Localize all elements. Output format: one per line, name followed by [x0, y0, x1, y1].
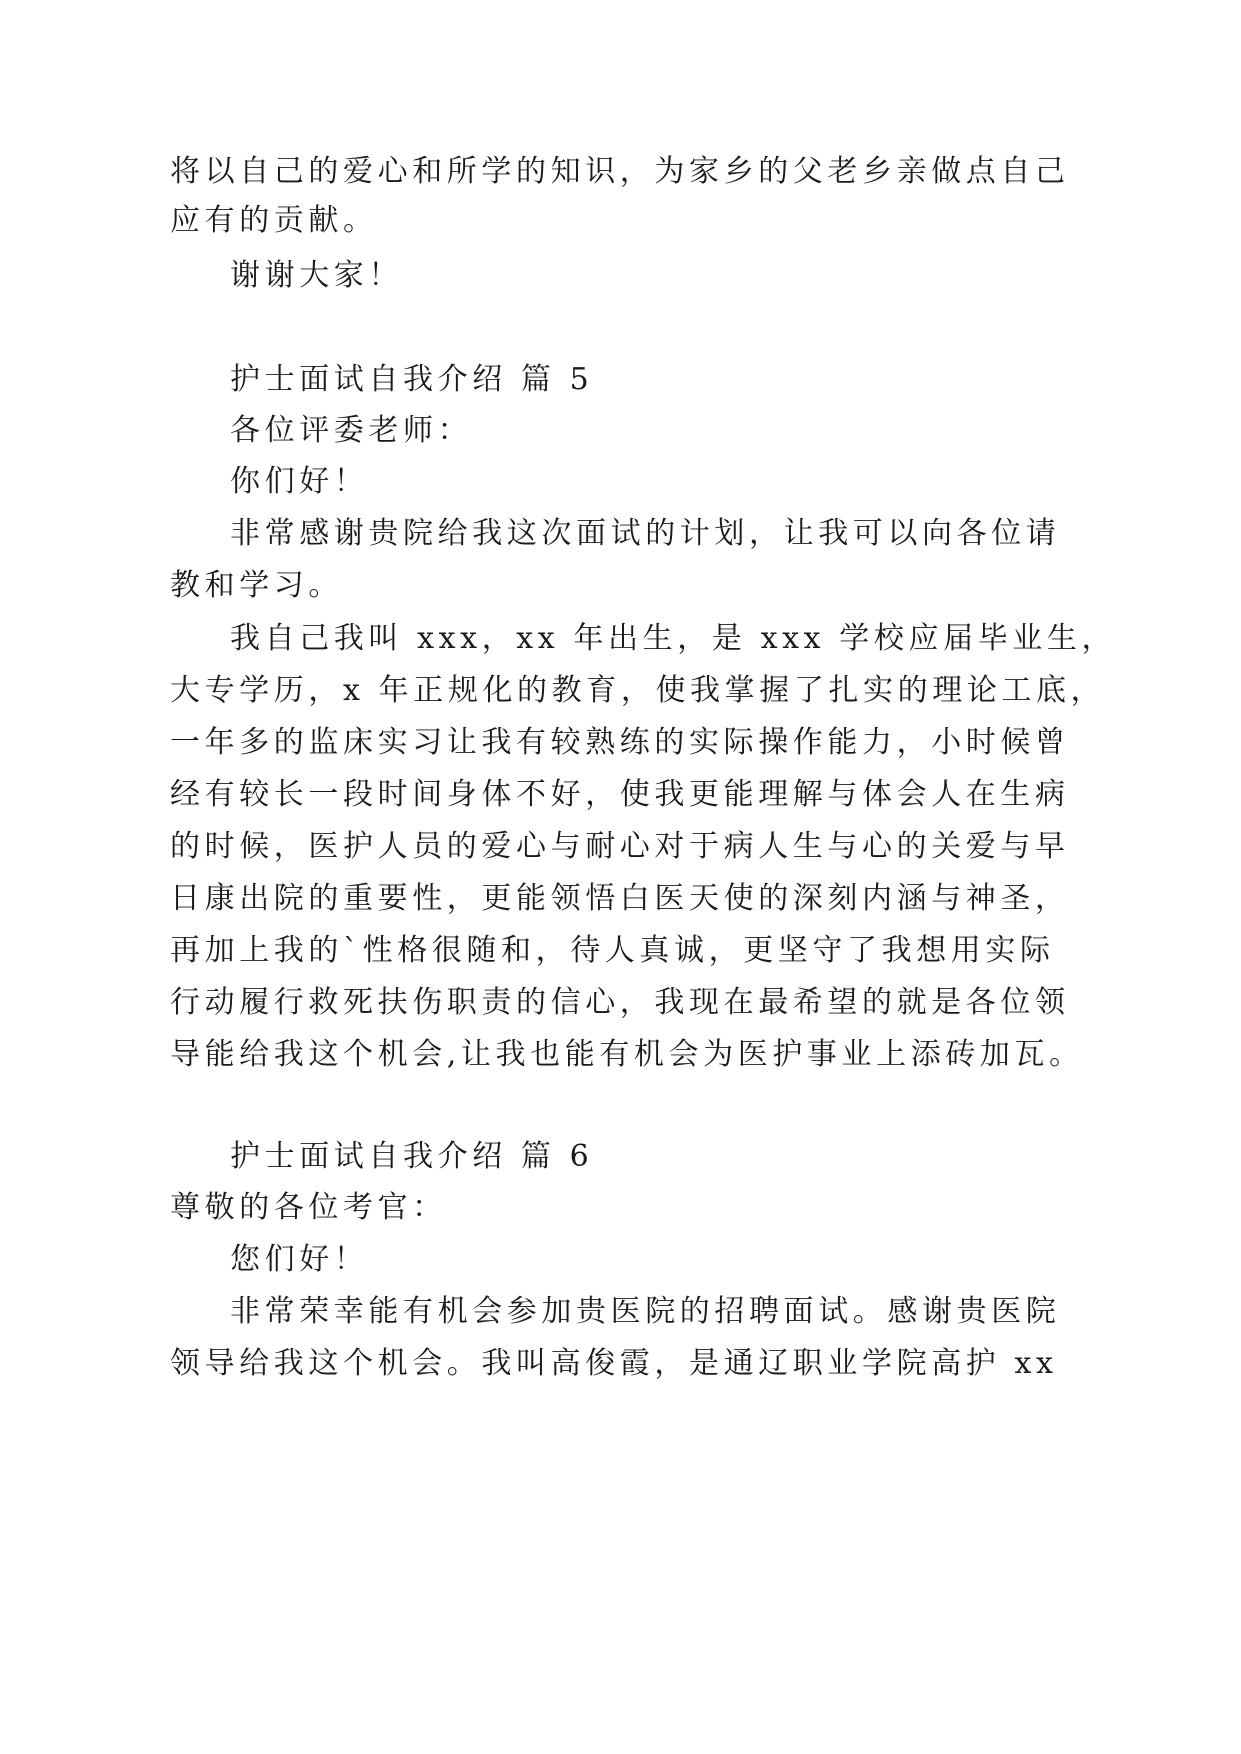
greeting: 您们好！: [230, 1242, 369, 1277]
paragraph-line: 大专学历，x 年正规化的教育，使我掌握了扎实的理论工底，: [170, 673, 1106, 708]
greeting: 你们好！: [230, 464, 369, 499]
section-heading: 护士面试自我介绍 篇 6: [230, 1139, 594, 1174]
paragraph-line: 经有较长一段时间身体不好，使我更能理解与体会人在生病: [170, 777, 1070, 812]
paragraph-line: 我自己我叫 xxx，xx 年出生，是 xxx 学校应届毕业生，: [230, 621, 1117, 656]
paragraph-line: 行动履行救死扶伤职责的信心，我现在最希望的就是各位领: [170, 985, 1070, 1020]
paragraph-line: 再加上我的`性格很随和，待人真诚，更坚守了我想用实际: [170, 933, 1055, 968]
paragraph-line: 教和学习。: [170, 568, 343, 603]
salutation: 各位评委老师：: [230, 413, 473, 448]
paragraph-line: 应有的贡献。: [170, 203, 378, 238]
paragraph-line: 日康出院的重要性，更能领悟白医天使的深刻内涵与神圣，: [170, 881, 1070, 916]
closing-line: 谢谢大家！: [230, 258, 403, 293]
paragraph-line: 导能给我这个机会,让我也能有机会为医护事业上添砖加瓦。: [170, 1037, 1084, 1072]
paragraph-line: 领导给我这个机会。我叫高俊霞，是通辽职业学院高护 xx: [170, 1346, 1058, 1381]
paragraph-line: 一年多的监床实习让我有较熟练的实际操作能力，小时候曾: [170, 725, 1070, 760]
paragraph-line: 非常荣幸能有机会参加贵医院的招聘面试。感谢贵医院: [230, 1294, 1061, 1329]
section-heading: 护士面试自我介绍 篇 5: [230, 362, 594, 397]
salutation: 尊敬的各位考官：: [170, 1190, 447, 1225]
paragraph-line: 的时候，医护人员的爱心与耐心对于病人生与心的关爱与早: [170, 829, 1070, 864]
paragraph-line: 将以自己的爱心和所学的知识，为家乡的父老乡亲做点自己: [170, 154, 1070, 189]
paragraph-line: 非常感谢贵院给我这次面试的计划，让我可以向各位请: [230, 516, 1061, 551]
